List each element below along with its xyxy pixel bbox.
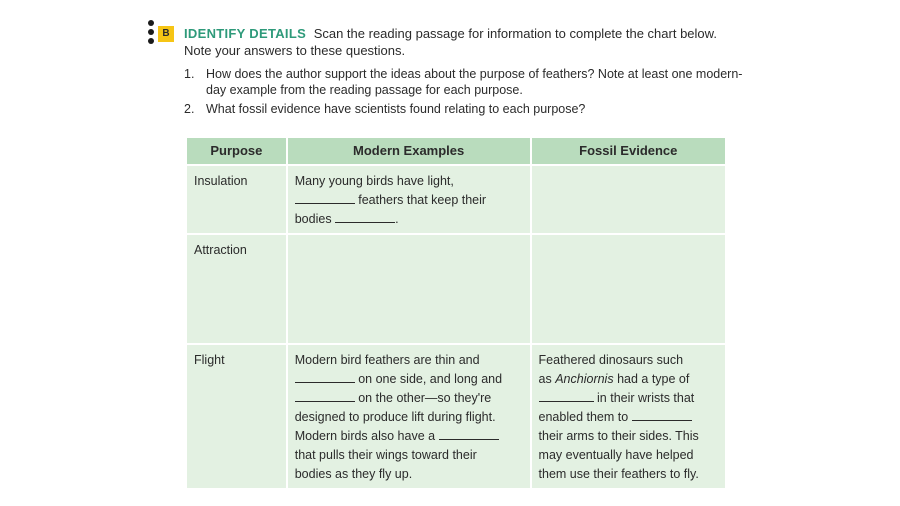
text-line: on one side, and long and <box>358 372 503 386</box>
question-item <box>184 66 744 98</box>
answer-blank[interactable] <box>335 210 395 223</box>
text-line: bodies as they fly up. <box>294 467 413 481</box>
section-title: IDENTIFY DETAILS <box>184 26 307 41</box>
answer-blank[interactable] <box>632 408 692 421</box>
answer-blank[interactable] <box>295 370 355 383</box>
text-line: enabled them to <box>538 410 629 424</box>
purpose-label: Insulation <box>194 174 248 188</box>
modern-examples-cell[interactable] <box>287 165 531 234</box>
text-line: designed to produce lift during flight. <box>294 410 496 424</box>
text-line: may eventually have helped <box>538 448 694 462</box>
header-purpose: Purpose <box>186 137 287 165</box>
section-heading <box>184 25 744 59</box>
purpose-label: Attraction <box>194 243 247 257</box>
answer-blank[interactable] <box>295 389 355 402</box>
table-header-row <box>186 137 726 165</box>
purpose-cell <box>186 165 287 234</box>
purpose-cell <box>186 234 287 344</box>
text-line: them use their feathers to fly. <box>538 467 699 481</box>
text-line: on the other—so they're <box>358 391 492 405</box>
table-row-attraction <box>186 234 726 344</box>
section-badge: B <box>158 26 174 42</box>
purpose-cell <box>186 344 287 489</box>
text-line: in their wrists that <box>597 391 695 405</box>
text-line: Modern birds also have a <box>294 429 436 443</box>
question-text: How does the author support the ideas about the purpose of feathers? Note at least one modern-day example from the reading passage for each purpose. <box>206 67 743 97</box>
text-line: . <box>395 212 399 226</box>
fossil-evidence-cell[interactable] <box>531 234 726 344</box>
question-text: What fossil evidence have scientists found relating to each purpose? <box>206 102 586 116</box>
question-number: 2. <box>184 102 195 116</box>
question-item <box>184 101 744 117</box>
text-line: bodies <box>294 212 332 226</box>
fossil-evidence-cell[interactable] <box>531 165 726 234</box>
section-instruction: Scan the reading passage for information to complete the chart below. Note your answers to these questions. <box>184 26 717 58</box>
answer-blank[interactable] <box>439 427 499 440</box>
modern-examples-cell[interactable] <box>287 344 531 489</box>
text-line: Modern bird feathers are thin and <box>294 353 480 367</box>
text-line: feathers that keep their <box>358 193 487 207</box>
text-line: as <box>538 372 552 386</box>
header-modern-examples: Modern Examples <box>287 137 531 165</box>
details-chart <box>185 136 727 490</box>
question-number: 1. <box>184 67 195 81</box>
text-line: that pulls their wings toward their <box>294 448 477 462</box>
more-options-icon <box>148 20 156 47</box>
question-list <box>184 66 744 120</box>
text-line: Many young birds have light, <box>294 174 454 188</box>
text-line: Feathered dinosaurs such <box>538 353 684 367</box>
text-line: their arms to their sides. This <box>538 429 699 443</box>
answer-blank[interactable] <box>295 191 355 204</box>
taxon-name: Anchiornis <box>555 372 614 386</box>
header-fossil-evidence: Fossil Evidence <box>531 137 726 165</box>
fossil-evidence-cell[interactable] <box>531 344 726 489</box>
text-line: had a type of <box>617 372 690 386</box>
answer-blank[interactable] <box>539 389 594 402</box>
purpose-label: Flight <box>194 353 225 367</box>
modern-examples-cell[interactable] <box>287 234 531 344</box>
table-row-flight <box>186 344 726 489</box>
table-row-insulation <box>186 165 726 234</box>
